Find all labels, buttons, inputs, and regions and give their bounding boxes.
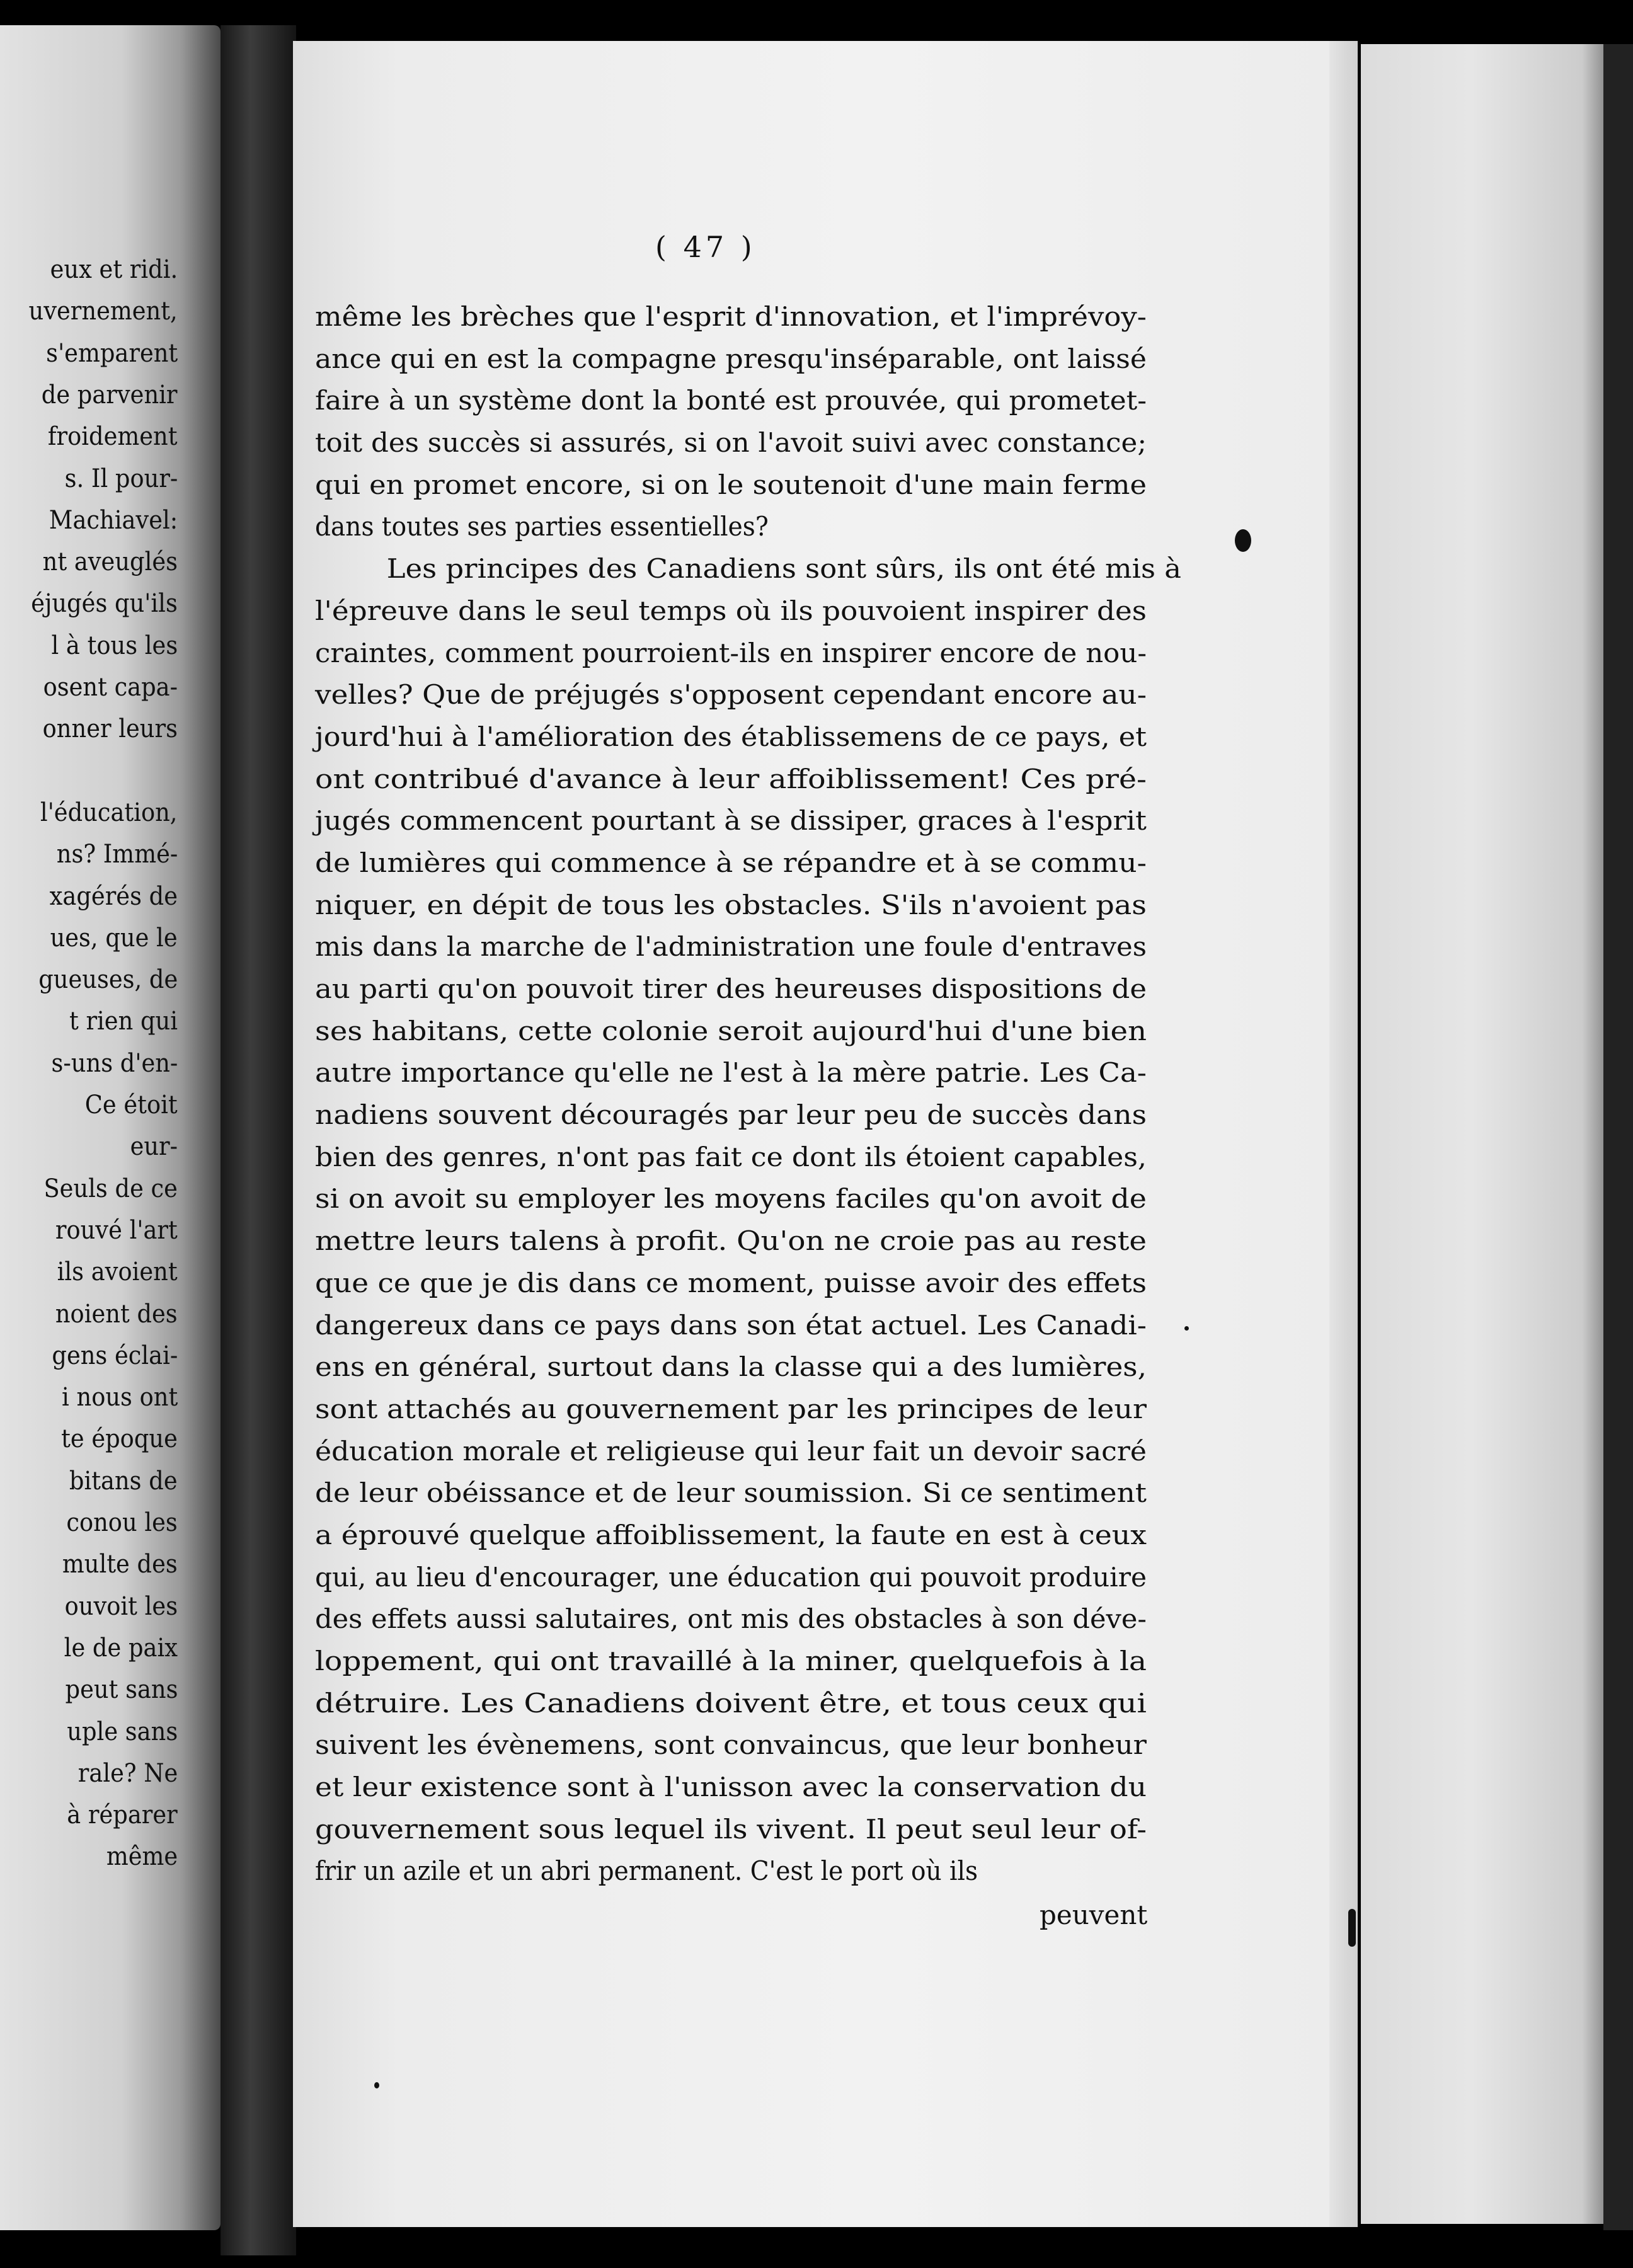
- left-page-line-text: ues, que le: [50, 923, 178, 953]
- left-page-line-text: peut sans: [65, 1675, 178, 1705]
- text-line: [315, 422, 1147, 464]
- left-page-line-text: froidement: [48, 422, 178, 452]
- left-page-line: [32, 667, 178, 708]
- right-book-edge: [1361, 44, 1607, 2224]
- text-line-content: autre importance qu'elle ne l'est à la mère patrie. Les Ca-: [315, 1057, 1147, 1089]
- left-page-line-text: éjugés qu'ils: [31, 589, 178, 619]
- left-page-line: [54, 1627, 178, 1669]
- text-line-content: a éprouvé quelque affoiblissement, la faute en est à ceux: [315, 1519, 1147, 1550]
- ink-speck: [374, 2082, 379, 2088]
- text-line-content: craintes, comment pourroient-ils en inspirer encore de nou-: [315, 637, 1147, 668]
- left-page-line: [100, 1836, 178, 1877]
- left-page-line-text: de parvenir: [42, 380, 178, 410]
- text-line: [315, 1557, 1147, 1599]
- left-page-line: [77, 1084, 178, 1126]
- text-line: [315, 1011, 1147, 1053]
- text-line: [315, 1389, 1147, 1431]
- text-line-content: éducation morale et religieuse qui leur fait un devoir sacré: [315, 1435, 1147, 1467]
- text-line-content: sont attachés au gouvernement par les principes de leur: [315, 1393, 1147, 1424]
- text-line-content: velles? Que de préjugés s'opposent cependant encore au-: [315, 679, 1147, 711]
- left-page-line: [16, 290, 178, 332]
- left-page-line-text: ns? Immé-: [56, 840, 178, 869]
- text-line: [315, 1431, 1147, 1473]
- text-line: [315, 842, 1147, 885]
- left-page: [0, 25, 221, 2230]
- text-line-content: jugés commencent pourtant à se dissiper, graces à l'esprit: [315, 805, 1147, 837]
- text-line: [315, 1767, 1147, 1809]
- text-line-content: Les principes des Canadiens sont sûrs, ils ont été mis à: [386, 553, 1182, 585]
- left-page-line: [31, 541, 178, 583]
- text-line: [315, 1094, 1147, 1137]
- left-page-line-text: te époque: [61, 1424, 178, 1454]
- text-line-content: ses habitans, cette colonie seroit aujourd'hui d'une bien: [315, 1015, 1147, 1046]
- text-line-content: gouvernement sous lequel ils vivent. Il peut seul leur of-: [315, 1813, 1147, 1845]
- ink-speck: [1235, 529, 1251, 552]
- text-line: [315, 338, 1147, 381]
- text-line: [315, 885, 1147, 927]
- text-line: [315, 1515, 1147, 1557]
- left-page-line-text: rouvé l'art: [55, 1215, 178, 1245]
- ink-speck: [1348, 1909, 1356, 1947]
- left-page-line-text: eur-: [130, 1132, 178, 1162]
- text-line-content: niquer, en dépit de tous les obstacles. S'ils n'avoient pas: [315, 889, 1147, 920]
- left-page-line-text: ouvoit les: [64, 1591, 178, 1621]
- text-line: [315, 380, 1147, 422]
- left-page-line-text: même: [106, 1842, 178, 1872]
- text-line: [315, 548, 1182, 590]
- text-line-content: dangereux dans ce pays dans son état actuel. Les Canadi-: [315, 1309, 1147, 1341]
- left-page-line-text: l'éducation,: [40, 798, 178, 827]
- text-line-content: qui, au lieu d'encourager, une éducation qui pouvoit produire: [315, 1561, 1147, 1593]
- text-line: [315, 1850, 1147, 1893]
- left-page-line-text: uple sans: [67, 1717, 178, 1746]
- text-line-content: qui en promet encore, si on le soutenoit d'une main ferme: [315, 469, 1147, 500]
- text-line-content: même les brèches que l'esprit d'innovation, et l'imprévoy-: [315, 301, 1147, 332]
- text-line-content: et leur existence sont à l'unisson avec la conservation du: [315, 1772, 1147, 1803]
- left-page-line: [55, 1586, 178, 1627]
- left-page-line-text: à réparer: [67, 1801, 178, 1830]
- left-page-line-text: l à tous les: [51, 631, 178, 660]
- left-page-line-text: multe des: [62, 1550, 178, 1579]
- left-page-line-text: osent capa-: [43, 673, 178, 702]
- left-page-line: [45, 1210, 178, 1251]
- left-page-line-text: uvernement,: [28, 297, 178, 326]
- text-line-content: jourd'hui à l'amélioration des établissemens de ce pays, et: [315, 721, 1147, 752]
- left-page-line: [37, 416, 178, 457]
- left-page-line: [38, 876, 178, 917]
- left-page-line-text: xagérés de: [49, 881, 178, 911]
- left-page-line-text: le de paix: [64, 1633, 178, 1663]
- left-page-line: [52, 1544, 178, 1585]
- text-line: [315, 1052, 1147, 1094]
- left-page-line-text: eux et ridi.: [50, 255, 178, 284]
- text-line: [315, 1809, 1147, 1851]
- left-page-line-text: onner leurs: [42, 714, 178, 744]
- left-page-line: [35, 333, 178, 374]
- text-line-content: si on avoit su employer les moyens faciles qu'on avoit de: [315, 1183, 1147, 1215]
- left-page-line: [126, 1126, 178, 1167]
- text-line-content: dans toutes ses parties essentielles?: [315, 511, 769, 542]
- text-line: [315, 296, 1147, 338]
- left-page-line-text: t rien qui: [69, 1007, 178, 1036]
- left-page-line: [26, 959, 178, 1000]
- left-page-line-text: Seuls de ce: [43, 1174, 178, 1203]
- text-line: [315, 464, 1147, 507]
- left-page-line-text: s'emparent: [45, 338, 178, 368]
- left-page-line-text: ils avoient: [57, 1257, 178, 1287]
- text-line: [315, 1220, 1147, 1263]
- text-line-content: mettre leurs talens à profit. Qu'on ne croie pas au reste: [315, 1225, 1147, 1257]
- left-page-line-text: bitans de: [69, 1466, 178, 1496]
- text-line-content: ance qui en est la compagne presqu'inséparable, ont laissé: [315, 343, 1147, 374]
- book-gutter-shadow: [221, 25, 296, 2255]
- left-page-line: [60, 1000, 178, 1042]
- left-page-line: [46, 833, 178, 875]
- left-page-line-text: Ce étoit: [85, 1091, 178, 1120]
- left-page-line: [40, 1043, 178, 1084]
- left-page-line: [41, 1335, 178, 1377]
- left-page-line: [32, 1168, 178, 1210]
- text-line-content: ens en général, surtout dans la classe qui a des lumières,: [315, 1351, 1147, 1383]
- left-page-line: [39, 249, 178, 290]
- text-line: [315, 1472, 1147, 1515]
- text-line: [315, 968, 1147, 1011]
- left-page-line-text: Machiavel:: [49, 505, 178, 535]
- left-page-line: [47, 1251, 178, 1293]
- text-line-content: des effets aussi salutaires, ont mis des obstacles à son déve-: [315, 1603, 1147, 1635]
- text-line: [315, 1641, 1147, 1683]
- text-line: [315, 590, 1147, 633]
- text-line: [315, 800, 1147, 842]
- left-page-line: [57, 1711, 178, 1753]
- text-line: [315, 674, 1147, 716]
- text-line-content: loppement, qui ont travaillé à la miner, quelquefois à la: [315, 1646, 1147, 1676]
- text-line-content: nadiens souvent découragés par leur peu de succès dans: [315, 1099, 1147, 1131]
- left-page-line: [38, 500, 178, 541]
- left-page-line-text: nt aveuglés: [42, 547, 178, 577]
- left-page-line: [45, 1293, 178, 1335]
- text-line-content: que ce que je dis dans ce moment, puisse avoir des effets: [315, 1267, 1147, 1298]
- text-line: [315, 1724, 1147, 1767]
- left-page-line: [52, 1377, 178, 1418]
- left-page-line: [31, 708, 178, 750]
- left-page-line-text: gueuses, de: [38, 965, 178, 995]
- left-page-line: [40, 625, 178, 667]
- text-line: [315, 1346, 1147, 1389]
- book-edge-dark: [1603, 44, 1633, 2230]
- left-page-line-text: i nous ont: [61, 1383, 178, 1412]
- left-page-line-text: gens éclai-: [52, 1341, 178, 1370]
- left-page-line: [30, 374, 178, 416]
- text-line-content: faire à un système dont la bonté est prouvée, qui prometet-: [315, 385, 1147, 416]
- left-page-line: [57, 1502, 178, 1544]
- page-number: ( 47 ): [655, 230, 756, 264]
- left-page-line: [18, 583, 178, 624]
- left-page-line: [60, 1460, 178, 1502]
- left-page-line: [55, 458, 178, 500]
- left-page-line: [55, 1669, 178, 1710]
- text-line-content: ont contribué d'avance à leur affoiblissement! Ces pré-: [315, 763, 1147, 794]
- text-line: [315, 1263, 1147, 1305]
- text-line: [315, 1178, 1147, 1220]
- text-line: [315, 926, 1147, 968]
- catchword: peuvent: [1040, 1899, 1148, 1930]
- page-fold: [1329, 41, 1358, 2227]
- text-line: [315, 1683, 1147, 1725]
- text-line-content: bien des genres, n'ont pas fait ce dont ils étoient capables,: [315, 1141, 1147, 1172]
- text-line-content: toit des succès si assurés, si on l'avoit suivi avec constance;: [315, 427, 1147, 459]
- text-line: [315, 1137, 1147, 1179]
- left-page-line: [39, 917, 178, 959]
- left-page-line-text: s. Il pour-: [64, 464, 178, 493]
- left-page-line: [69, 1753, 178, 1794]
- text-line-content: de lumières qui commence à se répandre et à se commu-: [315, 847, 1147, 878]
- ink-speck: [1184, 1326, 1189, 1331]
- text-line-content: détruire. Les Canadiens doivent être, et tous ceux qui: [315, 1687, 1147, 1719]
- text-line-content: de leur obéissance et de leur soumission. Si ce sentiment: [315, 1477, 1147, 1509]
- left-page-line-text: rale? Ne: [77, 1758, 178, 1788]
- main-text-block: [315, 296, 1182, 1893]
- text-line-content: suivent les évènemens, sont convaincus, que leur bonheur: [315, 1729, 1147, 1761]
- text-line-content: au parti qu'on pouvoit tirer des heureuses dispositions de: [315, 973, 1147, 1004]
- left-page-line-text: s-uns d'en-: [51, 1048, 178, 1078]
- text-line: [315, 1305, 1147, 1347]
- text-line-content: l'épreuve dans le seul temps où ils pouvoient inspirer des: [315, 595, 1147, 626]
- left-page-line-text: conou les: [66, 1508, 178, 1537]
- left-page-line: [51, 1418, 178, 1460]
- left-page-line-text: noient des: [55, 1299, 178, 1329]
- text-line: [315, 716, 1147, 759]
- text-line: [315, 506, 1147, 548]
- text-line-content: mis dans la marche de l'administration une foule d'entraves: [315, 931, 1147, 963]
- left-page-line: [57, 1794, 178, 1836]
- text-line-content: frir un azile et un abri permanent. C'est le port où ils: [315, 1855, 978, 1887]
- left-page-line: [28, 792, 178, 833]
- text-line: [315, 1598, 1147, 1641]
- text-line: [315, 633, 1147, 675]
- text-line: [315, 759, 1147, 801]
